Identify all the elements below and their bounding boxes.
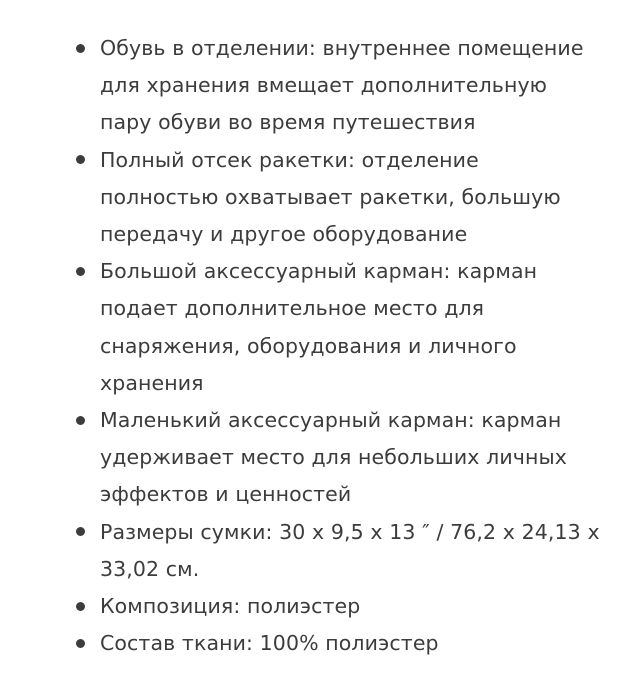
- bullet-icon: [76, 416, 85, 425]
- list-item: [0, 588, 641, 625]
- feature-list: [0, 30, 641, 662]
- bullet-icon: [76, 155, 85, 164]
- list-item: [0, 625, 641, 662]
- feature-text: Композиция: полиэстер: [100, 594, 361, 619]
- list-item: [0, 142, 641, 254]
- feature-text: Маленький аксессуарный карман: карман удерживает место для небольших личных эффектов и ценностей: [100, 408, 567, 507]
- feature-text: Размеры сумки: 30 x 9,5 x 13 ″ / 76,2 x 24,13 x 33,02 см.: [100, 519, 600, 581]
- list-item: [0, 30, 641, 142]
- bullet-icon: [76, 602, 85, 611]
- bullet-icon: [76, 527, 85, 536]
- feature-text: Состав ткани: 100% полиэстер: [100, 631, 439, 656]
- bullet-icon: [76, 44, 85, 53]
- bullet-icon: [76, 267, 85, 276]
- feature-text: Большой аксессуарный карман: карман подает дополнительное место для снаряжения, оборудования и личного хранения: [100, 259, 538, 395]
- list-item: [0, 253, 641, 402]
- feature-text: Полный отсек ракетки: отделение полностью охватывает ракетки, большую передачу и другое оборудование: [100, 147, 561, 247]
- list-item: [0, 402, 641, 514]
- bullet-icon: [76, 639, 85, 648]
- list-item: [0, 514, 641, 588]
- feature-text: Обувь в отделении: внутреннее помещение для хранения вмещает дополнительную пару обуви во время путешествия: [100, 36, 584, 135]
